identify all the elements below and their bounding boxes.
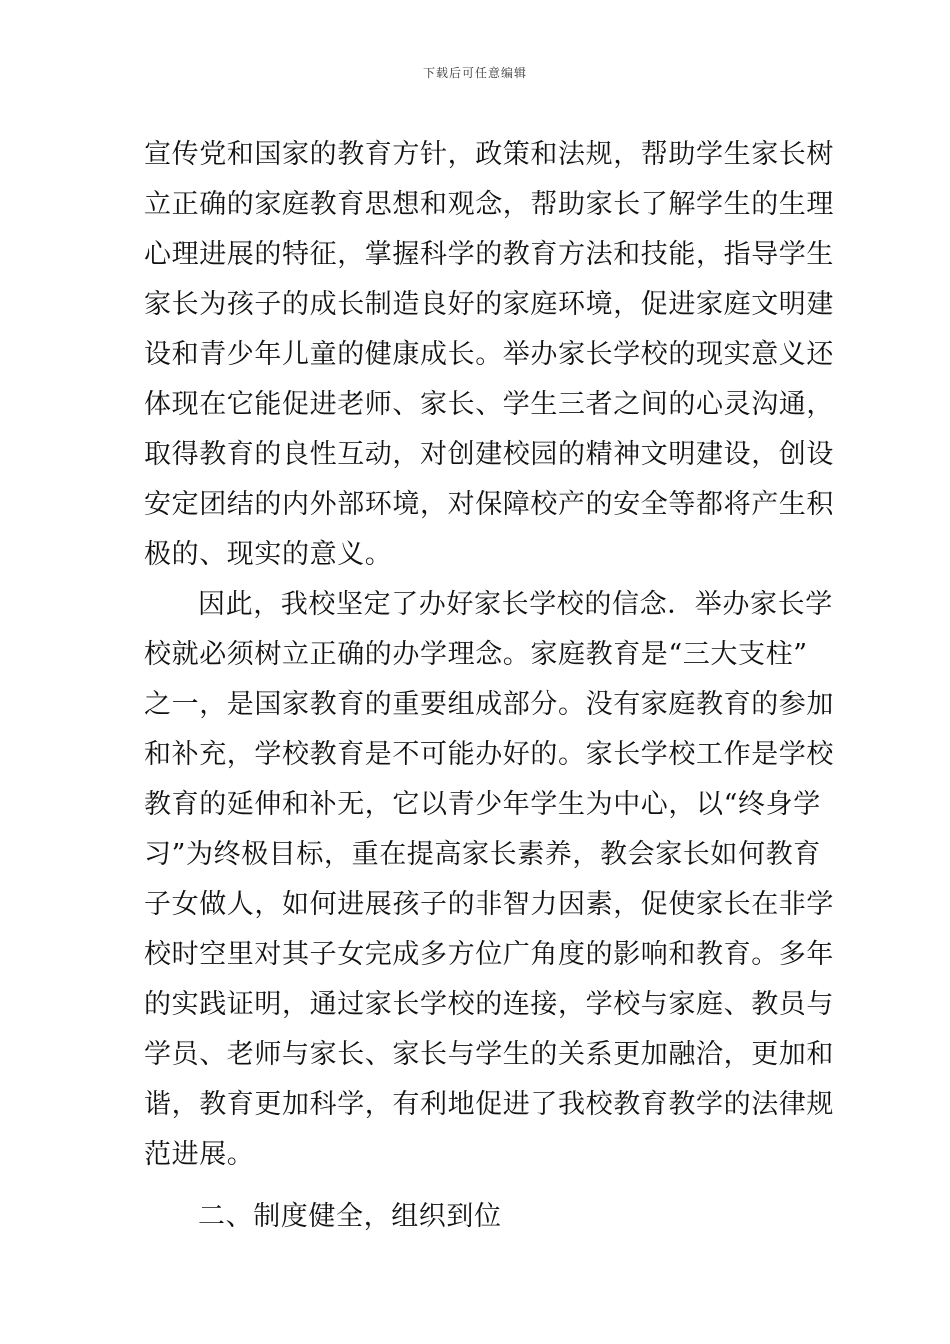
paragraph-line: 因此，我校坚定了办好家长学校的信念．举办家长学 [198, 589, 833, 620]
paragraph-line: 设和青少年儿童的健康成长。举办家长学校的现实意义还 [144, 339, 834, 370]
paragraph-line: 学员、老师与家长、家长与学生的关系更加融洽，更加和 [144, 1039, 834, 1070]
paragraph-line: 子女做人，如何进展孩子的非智力因素，促使家长在非学 [144, 889, 834, 920]
paragraph-2 [144, 580, 834, 1180]
paragraph-line: 习”为终极目标，重在提高家长素养，教会家长如何教育 [144, 839, 821, 870]
paragraph-line: 校时空里对其子女完成多方位广角度的影响和教育。多年 [144, 939, 834, 970]
paragraph-line: 家长为孩子的成长制造良好的家庭环境，促进家庭文明建 [144, 289, 834, 320]
paragraph-1 [144, 130, 834, 580]
paragraph-line: 极的、现实的意义。 [144, 539, 393, 570]
paragraph-line: 范进展。 [144, 1139, 255, 1170]
section-heading: 二、制度健全，组织到位 [198, 1201, 502, 1232]
paragraph-line: 校就必须树立正确的办学理念。家庭教育是“三大支柱” [144, 639, 808, 670]
paragraph-line: 和补充，学校教育是不可能办好的。家长学校工作是学校 [144, 739, 834, 770]
paragraph-line: 之一，是国家教育的重要组成部分。没有家庭教育的参加 [144, 689, 834, 720]
header-note: 下载后可任意编辑 [422, 66, 527, 80]
paragraph-line: 安定团结的内外部环境，对保障校产的安全等都将产生积 [144, 489, 834, 520]
paragraph-line: 体现在它能促进老师、家长、学生三者之间的心灵沟通， [144, 389, 834, 420]
paragraph-line: 取得教育的良性互动，对创建校园的精神文明建设，创设 [144, 439, 834, 470]
paragraph-line: 立正确的家庭教育思想和观念，帮助家长了解学生的生理 [144, 189, 834, 220]
document-body [144, 130, 834, 1242]
paragraph-line: 谐，教育更加科学，有利地促进了我校教育教学的法律规 [144, 1089, 834, 1120]
paragraph-line: 心理进展的特征，掌握科学的教育方法和技能，指导学生 [144, 239, 834, 270]
paragraph-line: 的实践证明，通过家长学校的连接，学校与家庭、教员与 [144, 989, 834, 1020]
paragraph-line: 宣传党和国家的教育方针，政策和法规，帮助学生家长树 [144, 139, 834, 170]
paragraph-line: 教育的延伸和补无，它以青少年学生为中心，以“终身学 [144, 789, 821, 820]
